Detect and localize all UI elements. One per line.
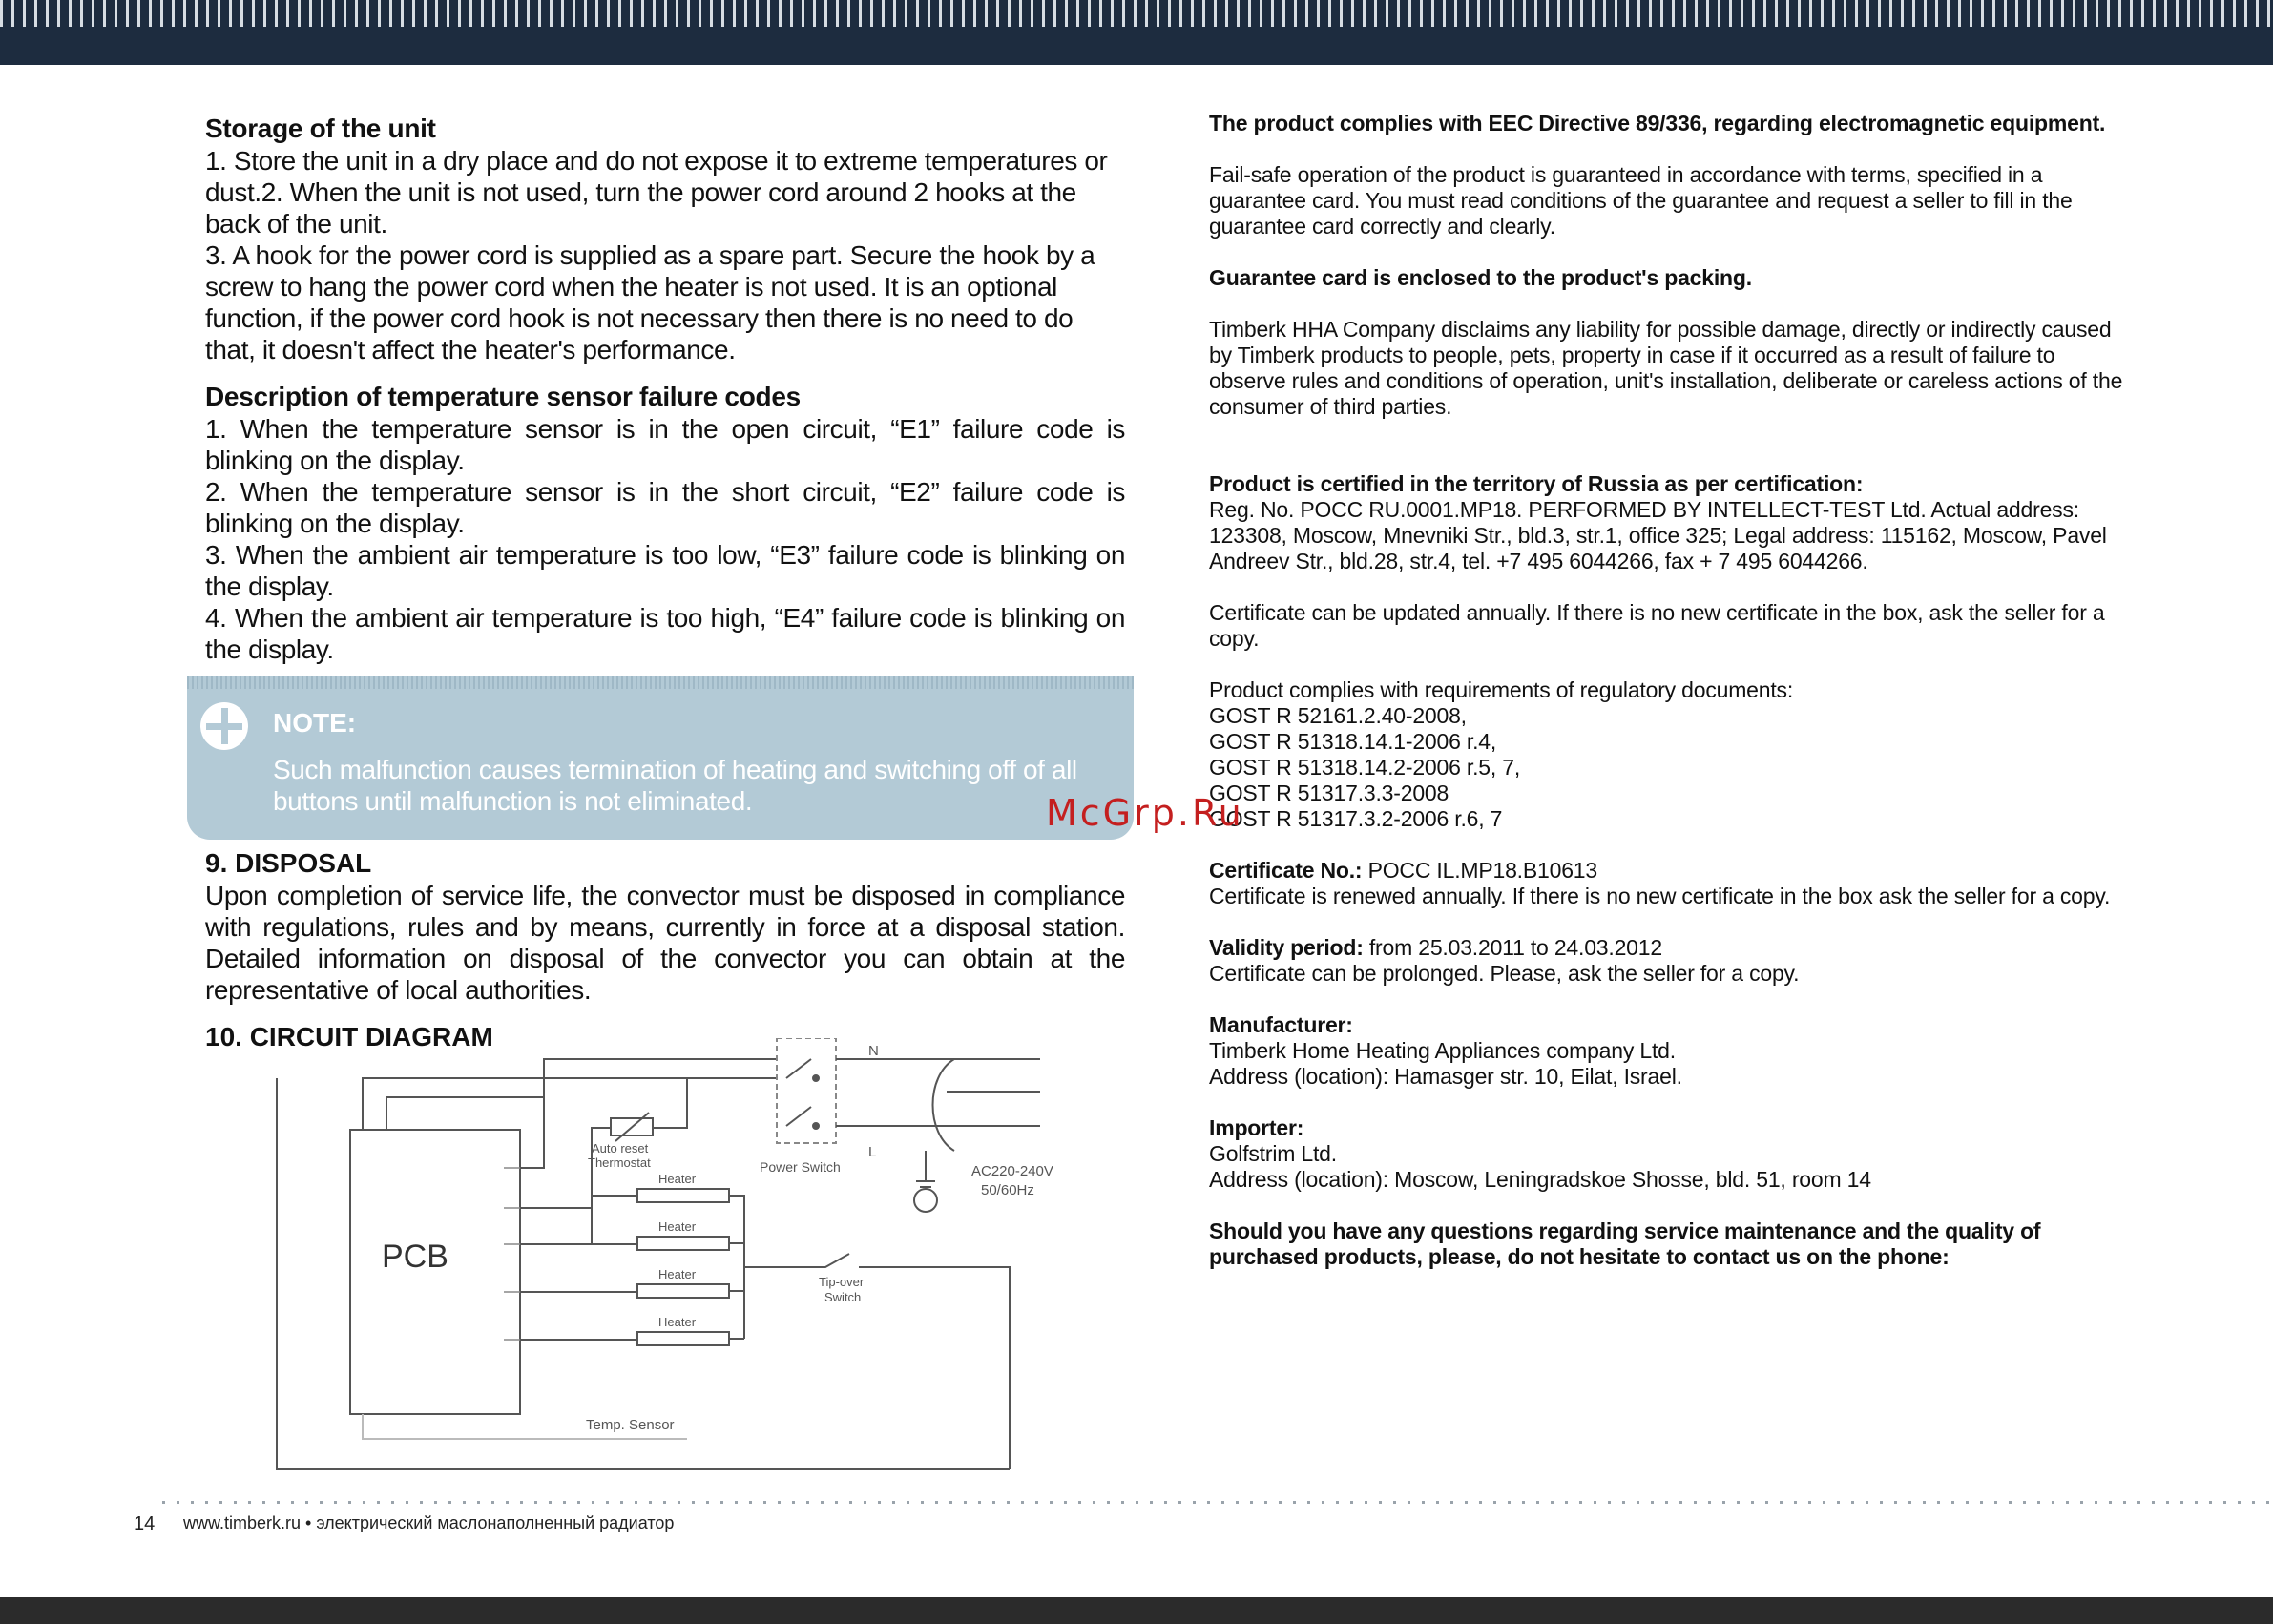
failure-code-e3: 3. When the ambient air temperature is too low, “E3” failure code is blinking on the display. (205, 540, 1125, 601)
heater-4 (637, 1332, 729, 1345)
failure-code-e2: 2. When the temperature sensor is in the short circuit, “E2” failure code is blinking on the display. (205, 477, 1125, 538)
manufacturer-label: Manufacturer: (1209, 1012, 1353, 1037)
gost-item-2: GOST R 51318.14.1-2006 r.4, (1209, 729, 1497, 754)
power-switch-label: Power Switch (760, 1159, 841, 1175)
heater-2 (637, 1237, 729, 1250)
certificate-update-note: Certificate can be updated annually. If there is no new certificate in the box, ask the seller for a copy. (1209, 600, 2105, 651)
disclaimer-text: Timberk HHA Company disclaims any liability for possible damage, directly or indirectly caused by Timberk products to people, pets, property in case if it occurred as a result of failure to observe rules and conditions of operation, unit's installation, deliberate or careless actions of the consumer of third parties. (1209, 317, 2123, 419)
wire-l-top (386, 1097, 544, 1130)
heater-1 (637, 1189, 729, 1202)
note-box (187, 676, 1134, 840)
footer-text: www.timberk.ru • электрический маслонаполненный радиатор (183, 1513, 675, 1532)
tipover-switch (744, 1254, 1010, 1469)
heater-3 (637, 1284, 729, 1298)
heater-bank (520, 1189, 744, 1345)
ac-label-1: AC220-240V (971, 1163, 1053, 1179)
gost-item-4: GOST R 51317.3.3-2008 (1209, 781, 1449, 805)
disposal-section (205, 847, 1125, 1053)
top-banner-stripes (0, 0, 2273, 27)
footer-divider (162, 1501, 2273, 1504)
thermostat-label-2: Thermostat (588, 1156, 651, 1170)
validity-label: Validity period: (1209, 935, 1364, 960)
gost-item-1: GOST R 52161.2.40-2008, (1209, 703, 1467, 728)
note-hatch (187, 676, 1134, 689)
heater-label-3: Heater (658, 1267, 697, 1281)
failure-code-e4: 4. When the ambient air temperature is too high, “E4” failure code is blinking on the display. (205, 603, 1125, 664)
gost-item-5: GOST R 51317.3.2-2006 r.6, 7 (1209, 806, 1503, 831)
manufacturer-name: Timberk Home Heating Appliances company Ltd. (1209, 1038, 1676, 1063)
temp-sensor-label: Temp. Sensor (586, 1417, 675, 1433)
certificate-number-label: Certificate No.: (1209, 858, 1363, 883)
power-switch-contacts (786, 1059, 811, 1126)
heater-wires-right (729, 1196, 744, 1339)
certification-registration: Reg. No. POCC RU.0001.MP18. PERFORMED BY INTELLECT-TEST Ltd. Actual address: 123308, Moscow, Mnevniki Str., bld.3, str.1, office 325; Legal address: 115162, Moscow, Pavel Andreev Str., bld.28, str.4, tel. +7 495 6044266, fax + 7 495 6044266. (1209, 497, 2107, 573)
wire-pcb-thermostat (520, 1097, 544, 1168)
manufacturer-address: Address (location): Hamasger str. 10, Eilat, Israel. (1209, 1064, 1682, 1089)
circuit-diagram (267, 1038, 1107, 1477)
heater-label-4: Heater (658, 1315, 697, 1329)
circuit-diagram-heading: 10. CIRCUIT DIAGRAM (205, 1022, 493, 1051)
switch-node-2 (813, 1123, 819, 1129)
note-text: Such malfunction causes termination of heating and switching off of all buttons until malfunction is not eliminated. (273, 755, 1077, 816)
label-n: N (868, 1043, 879, 1059)
ac-label-2: 50/60Hz (981, 1182, 1034, 1198)
regulatory-heading: Product complies with requirements of regulatory documents: (1209, 677, 1794, 702)
storage-heading: Storage of the unit (205, 114, 436, 143)
certificate-number (1209, 858, 2125, 884)
plus-icon (200, 702, 248, 750)
bottom-bar (0, 1597, 2273, 1624)
power-switch-box (777, 1038, 836, 1143)
tipover-label-1: Tip-over (819, 1275, 865, 1289)
questions-text: Should you have any questions regarding service maintenance and the quality of purchased products, please, do not hesitate to contact us on the phone: (1209, 1218, 2041, 1269)
failure-code-e1: 1. When the temperature sensor is in the open circuit, “E1” failure code is blinking on the display. (205, 414, 1125, 475)
guarantee-card-text: Guarantee card is enclosed to the product's packing. (1209, 265, 1752, 290)
failure-codes-heading: Description of temperature sensor failure codes (205, 382, 801, 411)
importer-name: Golfstrim Ltd. (1209, 1141, 1337, 1166)
heater-label-1: Heater (658, 1172, 697, 1186)
page-number: 14 (134, 1513, 156, 1534)
disposal-text: Upon completion of service life, the convector must be disposed in compliance with regulations, rules and by means, currently in force at a disposal station. Detailed information on disposal of the convector you can obtain at the representative of local authorities. (205, 881, 1125, 1005)
right-column (1209, 111, 2125, 1270)
certificate-number-value: POCC IL.MP18.B10613 (1362, 858, 1597, 883)
storage-paragraph-2: 3. A hook for the power cord is supplied as a spare part. Secure the hook by a screw to hang the power cord when the heater is not used. It is an optional function, if the power cord hook is not necessary then there is no need to do that, it doesn't affect the heater's performance. (205, 240, 1095, 364)
importer-label: Importer: (1209, 1115, 1304, 1140)
thermostat-label-1: Auto reset (592, 1141, 649, 1156)
heater-label-2: Heater (658, 1219, 697, 1234)
label-l: L (868, 1144, 877, 1160)
certification-heading: Product is certified in the territory of Russia as per certification: (1209, 471, 1864, 496)
plug-body (933, 1059, 955, 1151)
thermostat-arrow (615, 1113, 649, 1141)
failsafe-text: Fail-safe operation of the product is guaranteed in accordance with terms, specified in a guarantee card. You must read conditions of the guarantee and request a seller to fill in the guarantee card correctly and clearly. (1209, 162, 2073, 239)
validity-value: from 25.03.2011 to 24.03.2012 (1363, 935, 1662, 960)
tipover-label-2: Switch (824, 1290, 862, 1304)
left-column (205, 113, 1125, 665)
validity-note: Certificate can be prolonged. Please, ask the seller for a copy. (1209, 961, 1800, 986)
wire-n-top (363, 1078, 777, 1130)
ground-icon (914, 1189, 937, 1212)
validity-period (1209, 935, 2125, 961)
plug-pins (947, 1059, 1040, 1126)
heater-wires-left (520, 1196, 637, 1340)
certificate-renew-note: Certificate is renewed annually. If there is no new certificate in the box ask the seller for a copy. (1209, 884, 2111, 908)
pcb-pins (504, 1168, 520, 1340)
top-banner (0, 0, 2273, 65)
note-title: NOTE: (273, 708, 357, 738)
importer-address: Address (location): Moscow, Leningradskoe Shosse, bld. 51, room 14 (1209, 1167, 1871, 1192)
ground-symbol (916, 1151, 935, 1187)
switch-node-1 (813, 1075, 819, 1081)
eec-statement: The product complies with EEC Directive 89/336, regarding electromagnetic equipment. (1209, 111, 2106, 135)
watermark: McGrp.Ru (1046, 792, 1244, 834)
gost-item-3: GOST R 51318.14.2-2006 r.5, 7, (1209, 755, 1521, 780)
pcb-label: PCB (382, 1239, 448, 1275)
disposal-heading: 9. DISPOSAL (205, 848, 372, 878)
storage-paragraph-1: 1. Store the unit in a dry place and do not expose it to extreme temperatures or dust.2. When the unit is not used, turn the power cord around 2 hooks at the back of the unit. (205, 146, 1108, 239)
